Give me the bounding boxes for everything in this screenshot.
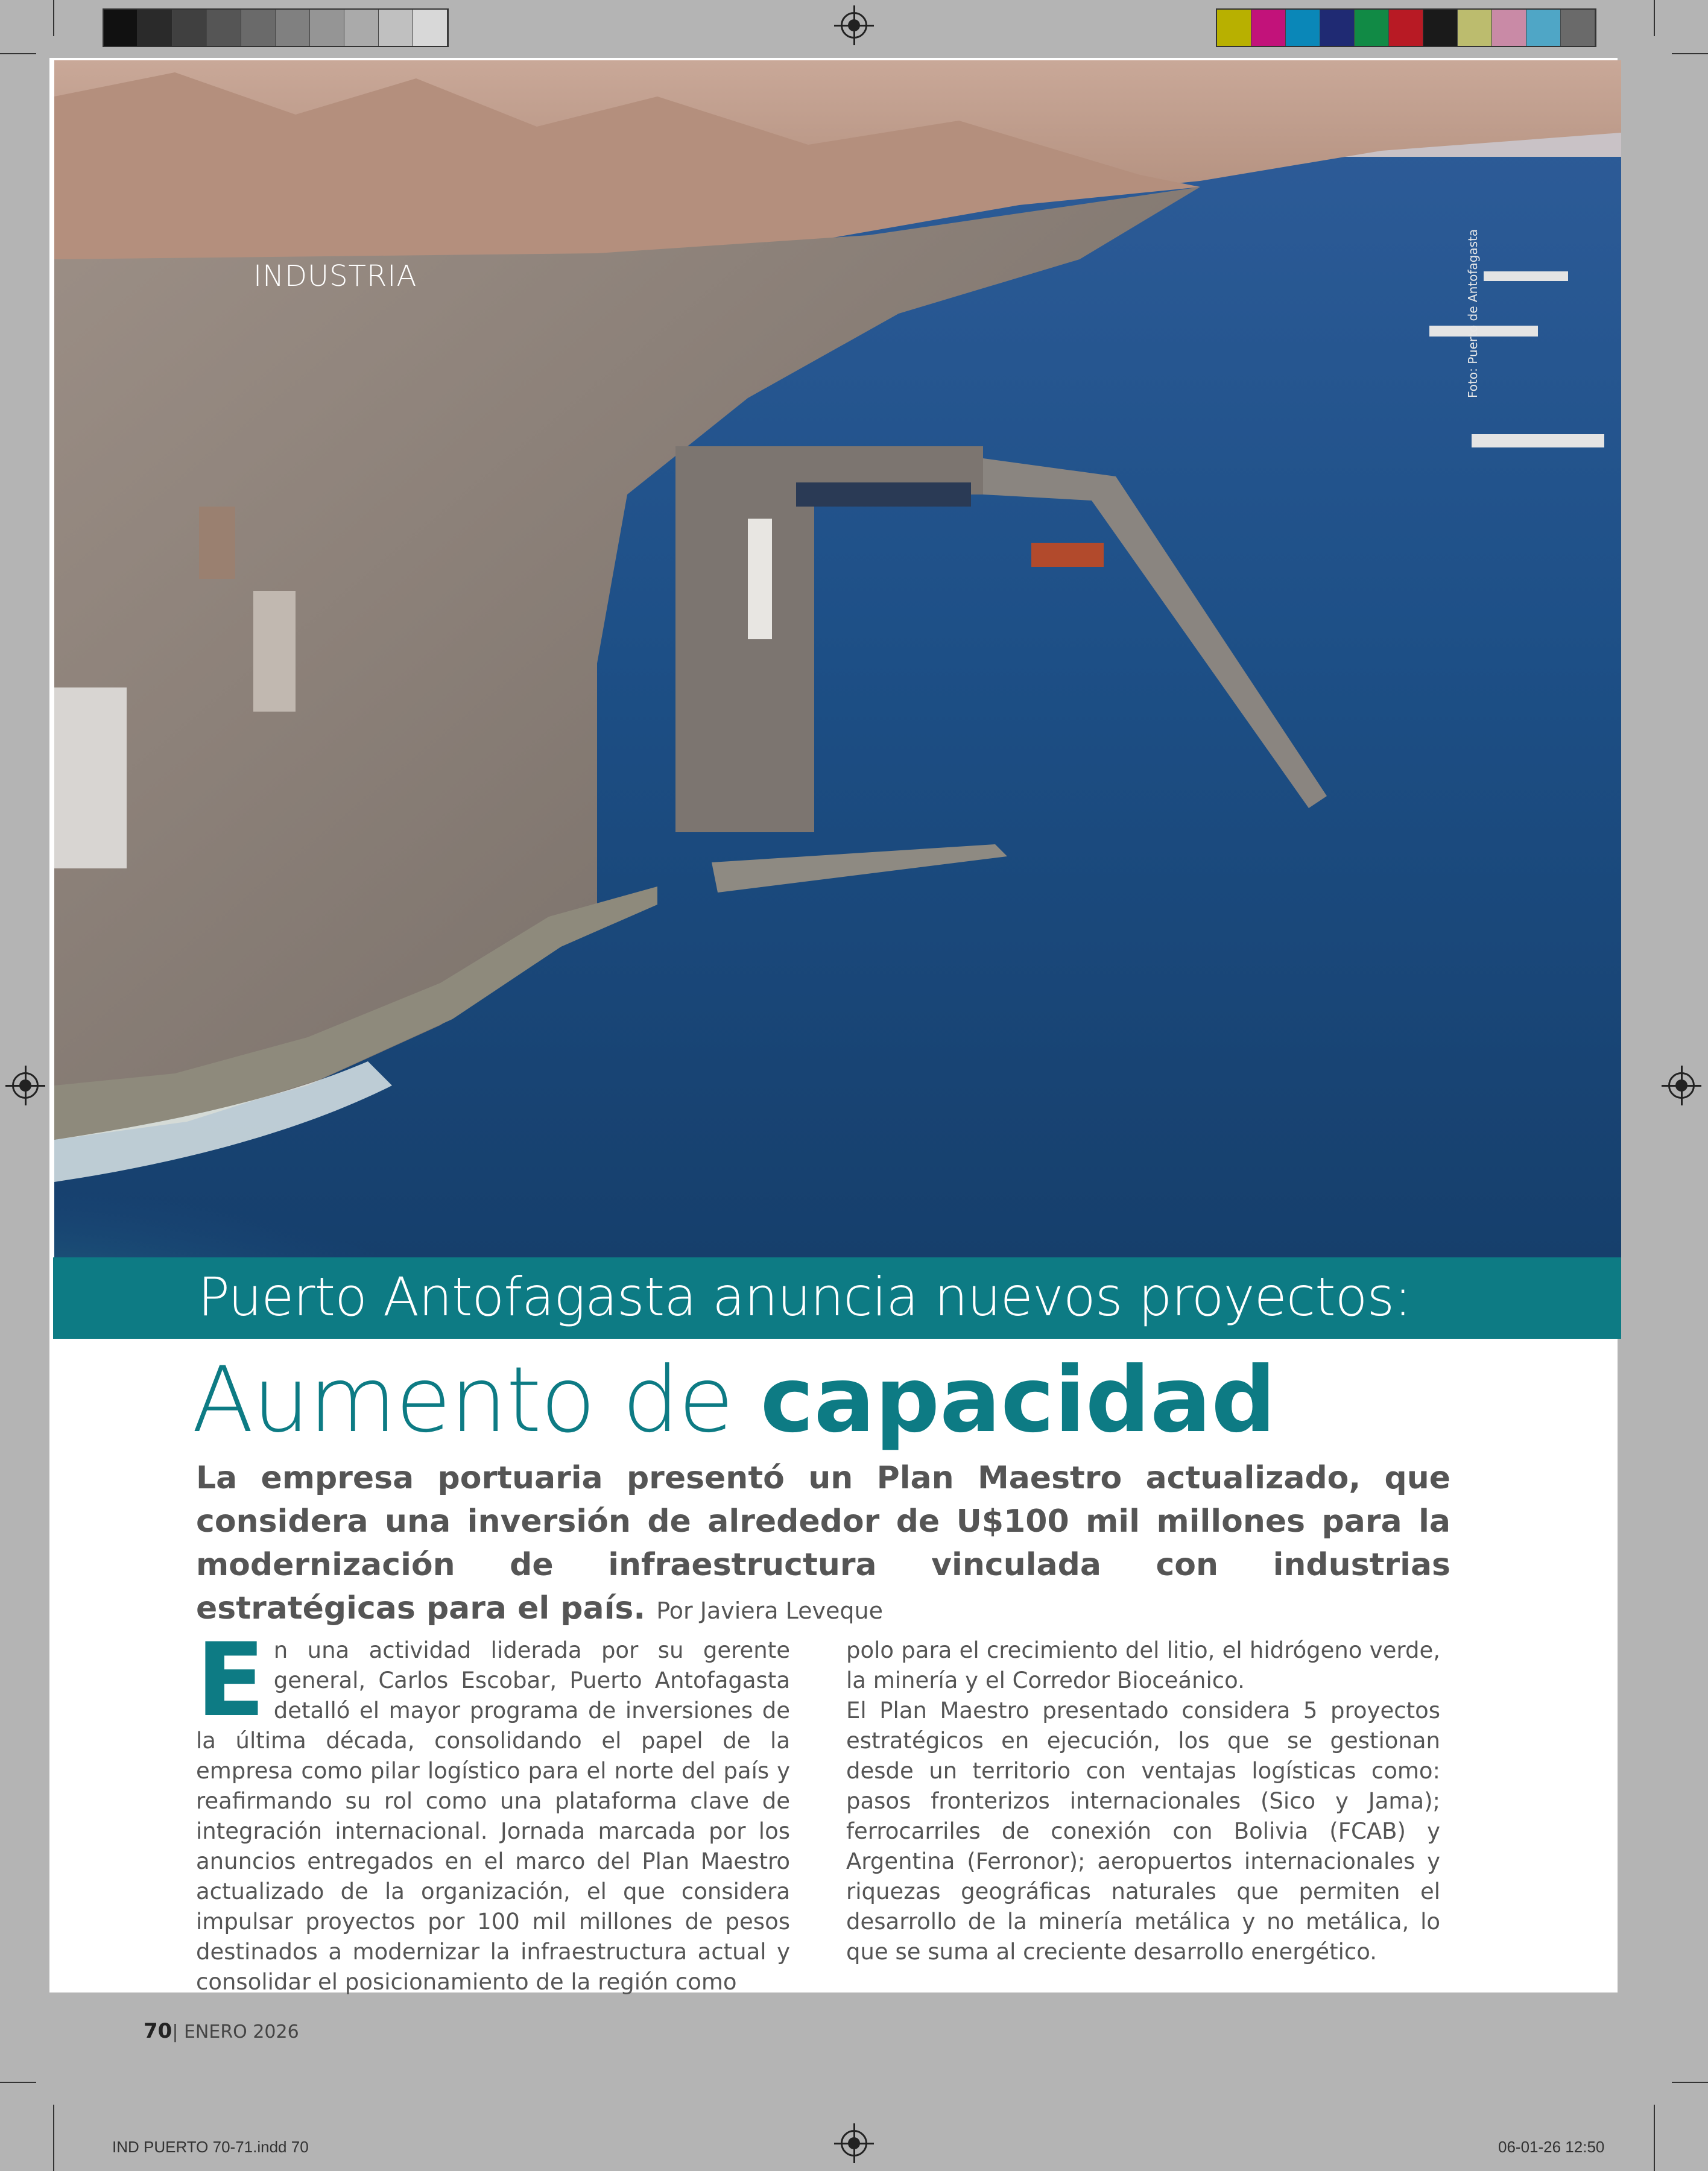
page-folio bbox=[144, 2019, 299, 2043]
registration-mark-icon bbox=[12, 1072, 39, 1099]
byline: Por Javiera Leveque bbox=[656, 1597, 884, 1624]
article-kicker: Puerto Antofagasta anuncia nuevos proyectos: bbox=[198, 1266, 1411, 1328]
deck-text: La empresa portuaria presentó un Plan Maestro actualizado, que considera una inversión de alrededor de U$100 mil millones para la modernización de infraestructura vinculada con industrias estratégicas para el país. bbox=[196, 1460, 1450, 1626]
color-patch bbox=[1492, 10, 1526, 46]
color-patch bbox=[172, 10, 207, 46]
registration-mark-icon bbox=[841, 2130, 867, 2157]
slug-filename: IND PUERTO 70-71.indd 70 bbox=[112, 2138, 309, 2156]
color-patch bbox=[276, 10, 310, 46]
crop-mark bbox=[53, 0, 54, 36]
color-patch bbox=[1251, 10, 1286, 46]
color-patch bbox=[1286, 10, 1320, 46]
body-paragraph: n una actividad liderada por su gerente general, Carlos Escobar, Puerto Antofagasta detalló el mayor programa de inversiones de la última década, consolidando el papel de la empresa como pilar logístico para el norte del país y reafirmando su rol como una plataforma clave de integración internacional. Jornada marcada por los anuncios entregados en el marco del Plan Maestro actualizado de la organización, el que considera impulsar proyectos por 100 mil millones de pesos destinados a modernizar la infraestructura actual y consolidar el posicionamiento de la región como bbox=[196, 1637, 790, 1995]
color-patch bbox=[241, 10, 276, 46]
color-patch bbox=[344, 10, 379, 46]
article-deck bbox=[196, 1456, 1450, 1632]
color-patch bbox=[138, 10, 172, 46]
page-number: 70 bbox=[144, 2019, 172, 2043]
article-headline bbox=[192, 1348, 1276, 1453]
color-patch bbox=[1320, 10, 1355, 46]
kicker-band bbox=[53, 1257, 1621, 1339]
aerial-port-photo bbox=[54, 60, 1621, 1257]
photo-credit: Foto: Puerto de Antofagasta bbox=[1466, 229, 1480, 398]
grayscale-control-strip bbox=[103, 8, 449, 47]
color-patch bbox=[1217, 10, 1251, 46]
slug-timestamp: 06-01-26 12:50 bbox=[1498, 2138, 1605, 2156]
crop-mark bbox=[1654, 2105, 1655, 2171]
registration-mark-icon bbox=[1668, 1072, 1695, 1099]
body-paragraph: El Plan Maestro presentado considera 5 proyectos estratégicos en ejecución, los que se gestionan desde un territorio con ventajas logísticas como: pasos fronterizos internacionales (Sico y Jama); ferrocarriles de conexión con Bolivia (FCAB) y Argentina (Ferronor); aeropuertos internacionales y riquezas geográficas naturales que permiten el desarrollo de la minería metálica y no metálica, lo que se suma al creciente desarrollo energético. bbox=[846, 1698, 1440, 1965]
color-control-strip bbox=[1216, 8, 1596, 47]
color-patch bbox=[379, 10, 413, 46]
crop-mark bbox=[0, 2082, 36, 2083]
color-patch bbox=[1423, 10, 1458, 46]
headline-bold: capacidad bbox=[760, 1348, 1276, 1453]
color-patch bbox=[310, 10, 344, 46]
color-patch bbox=[207, 10, 241, 46]
section-label: INDUSTRIA bbox=[253, 259, 417, 293]
color-patch bbox=[1389, 10, 1423, 46]
color-patch bbox=[413, 10, 448, 46]
body-paragraph: polo para el crecimiento del litio, el hidrógeno verde, la minería y el Corredor Bioceánico. bbox=[846, 1637, 1440, 1693]
crop-mark bbox=[0, 53, 36, 54]
crop-mark bbox=[1672, 53, 1708, 54]
issue-label: | ENERO 2026 bbox=[172, 2021, 299, 2043]
crop-mark bbox=[53, 2105, 54, 2171]
color-patch bbox=[104, 10, 138, 46]
registration-mark-icon bbox=[841, 12, 867, 39]
body-column-1 bbox=[196, 1621, 790, 1997]
color-patch bbox=[1355, 10, 1389, 46]
dropcap: E bbox=[196, 1621, 265, 1739]
color-patch bbox=[1526, 10, 1561, 46]
headline-light: Aumento de bbox=[192, 1348, 761, 1453]
crop-mark bbox=[1672, 2082, 1708, 2083]
body-column-2 bbox=[846, 1635, 1440, 1967]
color-patch bbox=[1458, 10, 1492, 46]
color-patch bbox=[1561, 10, 1595, 46]
crop-mark bbox=[1654, 0, 1655, 36]
